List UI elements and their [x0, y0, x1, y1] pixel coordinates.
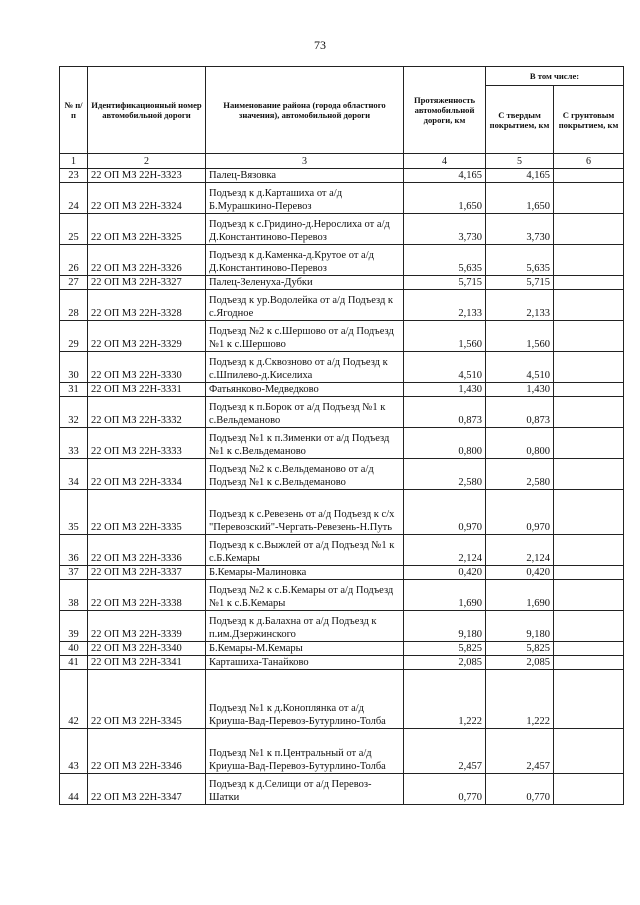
hard-surface-length: 1,650: [486, 183, 554, 214]
road-name: Палец-Зеленуха-Дубки: [206, 276, 404, 290]
dirt-surface-length: [554, 290, 624, 321]
dirt-surface-length: [554, 580, 624, 611]
row-number: 31: [60, 383, 88, 397]
hard-surface-length: 1,560: [486, 321, 554, 352]
hard-surface-length: 1,430: [486, 383, 554, 397]
road-length: 9,180: [404, 611, 486, 642]
column-number: 1: [60, 154, 88, 169]
road-id: 22 ОП МЗ 22Н-3332: [88, 397, 206, 428]
table-row: [60, 774, 624, 805]
table-row: [60, 656, 624, 670]
dirt-surface-length: [554, 169, 624, 183]
table-row: [60, 290, 624, 321]
hard-surface-length: 5,715: [486, 276, 554, 290]
table-row: [60, 183, 624, 214]
road-name: Подъезд №2 к с.Шершово от а/д Подъезд №1 к с.Шершово: [206, 321, 404, 352]
road-length: 0,873: [404, 397, 486, 428]
row-number: 43: [60, 729, 88, 774]
road-name: Карташиха-Танайково: [206, 656, 404, 670]
hard-surface-length: 5,825: [486, 642, 554, 656]
table-row: [60, 729, 624, 774]
road-id: 22 ОП МЗ 22Н-3333: [88, 428, 206, 459]
road-id: 22 ОП МЗ 22Н-3337: [88, 566, 206, 580]
road-id: 22 ОП МЗ 22Н-3331: [88, 383, 206, 397]
page-number: 73: [314, 38, 326, 52]
road-id: 22 ОП МЗ 22Н-3327: [88, 276, 206, 290]
table-row: [60, 566, 624, 580]
row-number: 32: [60, 397, 88, 428]
dirt-surface-length: [554, 729, 624, 774]
column-number: 6: [554, 154, 624, 169]
road-length: 1,222: [404, 670, 486, 729]
dirt-surface-length: [554, 276, 624, 290]
road-length: 1,650: [404, 183, 486, 214]
road-length: 5,715: [404, 276, 486, 290]
table-row: [60, 642, 624, 656]
road-name: Фатьянково-Медведково: [206, 383, 404, 397]
hard-surface-length: 4,510: [486, 352, 554, 383]
hard-surface-length: 2,457: [486, 729, 554, 774]
row-number: 23: [60, 169, 88, 183]
road-name: Б.Кемары-М.Кемары: [206, 642, 404, 656]
row-number: 28: [60, 290, 88, 321]
road-name: Подъезд №1 к д.Коноплянка от а/д Криуша-Вад-Перевоз-Бутурлино-Толба: [206, 670, 404, 729]
table-row: [60, 428, 624, 459]
road-length: 4,165: [404, 169, 486, 183]
dirt-surface-length: [554, 245, 624, 276]
header-number: № п/п: [60, 67, 88, 154]
road-name: Подъезд к д.Каменка-д.Крутое от а/д Д.Константиново-Перевоз: [206, 245, 404, 276]
road-id: 22 ОП МЗ 22Н-3325: [88, 214, 206, 245]
road-name: Палец-Вязовка: [206, 169, 404, 183]
table-row: [60, 670, 624, 729]
table-row: [60, 459, 624, 490]
hard-surface-length: 5,635: [486, 245, 554, 276]
road-length: 3,730: [404, 214, 486, 245]
dirt-surface-length: [554, 397, 624, 428]
road-name: Подъезд к п.Борок от а/д Подъезд №1 к с.Вельдеманово: [206, 397, 404, 428]
dirt-surface-length: [554, 670, 624, 729]
hard-surface-length: 0,970: [486, 490, 554, 535]
hard-surface-length: 0,420: [486, 566, 554, 580]
road-id: 22 ОП МЗ 22Н-3340: [88, 642, 206, 656]
dirt-surface-length: [554, 459, 624, 490]
hard-surface-length: 0,800: [486, 428, 554, 459]
row-number: 42: [60, 670, 88, 729]
hard-surface-length: 1,690: [486, 580, 554, 611]
dirt-surface-length: [554, 428, 624, 459]
dirt-surface-length: [554, 611, 624, 642]
header-dirt-surface: С грунтовым покрытием, км: [554, 86, 624, 154]
road-name: Подъезд к д.Балахна от а/д Подъезд к п.им.Дзержинского: [206, 611, 404, 642]
row-number: 36: [60, 535, 88, 566]
header-hard-surface: С твердым покрытием, км: [486, 86, 554, 154]
column-number: 4: [404, 154, 486, 169]
road-length: 5,825: [404, 642, 486, 656]
dirt-surface-length: [554, 214, 624, 245]
road-length: 2,580: [404, 459, 486, 490]
row-number: 35: [60, 490, 88, 535]
road-name: Подъезд к с.Гридино-д.Нерослиха от а/д Д.Константиново-Перевоз: [206, 214, 404, 245]
road-name: Подъезд №2 к с.Б.Кемары от а/д Подъезд №1 к с.Б.Кемары: [206, 580, 404, 611]
road-length: 0,800: [404, 428, 486, 459]
row-number: 40: [60, 642, 88, 656]
row-number: 24: [60, 183, 88, 214]
road-id: 22 ОП МЗ 22Н-3324: [88, 183, 206, 214]
road-id: 22 ОП МЗ 22Н-3341: [88, 656, 206, 670]
table-row: [60, 169, 624, 183]
road-name: Подъезд к с.Ревезень от а/д Подъезд к с/х "Перевозский"-Чергать-Ревезень-Н.Путь: [206, 490, 404, 535]
road-name: Подъезд к д.Карташиха от а/д Б.Мурашкино-Перевоз: [206, 183, 404, 214]
row-number: 25: [60, 214, 88, 245]
road-id: 22 ОП МЗ 22Н-3336: [88, 535, 206, 566]
road-length: 5,635: [404, 245, 486, 276]
road-id: 22 ОП МЗ 22Н-3338: [88, 580, 206, 611]
road-id: 22 ОП МЗ 22Н-3345: [88, 670, 206, 729]
hard-surface-length: 2,580: [486, 459, 554, 490]
dirt-surface-length: [554, 535, 624, 566]
road-length: 2,124: [404, 535, 486, 566]
table-row: [60, 214, 624, 245]
road-length: 2,085: [404, 656, 486, 670]
table-row: [60, 321, 624, 352]
road-name: Подъезд №1 к п.Центральный от а/д Криуша-Вад-Перевоз-Бутурлино-Толба: [206, 729, 404, 774]
dirt-surface-length: [554, 321, 624, 352]
table-row: [60, 611, 624, 642]
road-length: 0,970: [404, 490, 486, 535]
row-number: 38: [60, 580, 88, 611]
table-row: [60, 397, 624, 428]
road-name: Подъезд №2 к с.Вельдеманово от а/д Подъезд №1 к с.Вельдеманово: [206, 459, 404, 490]
dirt-surface-length: [554, 656, 624, 670]
dirt-surface-length: [554, 383, 624, 397]
road-id: 22 ОП МЗ 22Н-3326: [88, 245, 206, 276]
table-row: [60, 383, 624, 397]
table-row: [60, 276, 624, 290]
table-header: [60, 67, 624, 154]
row-number: 37: [60, 566, 88, 580]
road-name: Подъезд к с.Выжлей от а/д Подъезд №1 к с.Б.Кемары: [206, 535, 404, 566]
road-length: 1,430: [404, 383, 486, 397]
roads-table: [59, 66, 624, 805]
table-body: [60, 154, 624, 805]
row-number: 39: [60, 611, 88, 642]
header-road-id: Идентификационный номер автомобильной дороги: [88, 67, 206, 154]
row-number: 41: [60, 656, 88, 670]
dirt-surface-length: [554, 352, 624, 383]
road-length: 1,560: [404, 321, 486, 352]
row-number: 30: [60, 352, 88, 383]
table-row: [60, 490, 624, 535]
table-row: [60, 352, 624, 383]
hard-surface-length: 0,873: [486, 397, 554, 428]
row-number: 27: [60, 276, 88, 290]
dirt-surface-length: [554, 774, 624, 805]
column-number: 5: [486, 154, 554, 169]
dirt-surface-length: [554, 183, 624, 214]
hard-surface-length: 1,222: [486, 670, 554, 729]
road-id: 22 ОП МЗ 22Н-3329: [88, 321, 206, 352]
column-number: 2: [88, 154, 206, 169]
header-length: Протяженность автомобильной дороги, км: [404, 67, 486, 154]
road-id: 22 ОП МЗ 22Н-3346: [88, 729, 206, 774]
road-id: 22 ОП МЗ 22Н-3330: [88, 352, 206, 383]
row-number: 34: [60, 459, 88, 490]
dirt-surface-length: [554, 566, 624, 580]
dirt-surface-length: [554, 490, 624, 535]
road-length: 2,457: [404, 729, 486, 774]
road-name: Подъезд №1 к п.Зименки от а/д Подъезд №1 к с.Вельдеманово: [206, 428, 404, 459]
road-id: 22 ОП МЗ 22Н-3328: [88, 290, 206, 321]
dirt-surface-length: [554, 642, 624, 656]
road-id: 22 ОП МЗ 22Н-3339: [88, 611, 206, 642]
hard-surface-length: 2,133: [486, 290, 554, 321]
road-length: 0,770: [404, 774, 486, 805]
hard-surface-length: 2,124: [486, 535, 554, 566]
hard-surface-length: 9,180: [486, 611, 554, 642]
column-numbers-row: [60, 154, 624, 169]
table-row: [60, 245, 624, 276]
hard-surface-length: 0,770: [486, 774, 554, 805]
hard-surface-length: 2,085: [486, 656, 554, 670]
road-name: Подъезд к д.Сквозново от а/д Подъезд к с.Шпилево-д.Киселиха: [206, 352, 404, 383]
road-length: 1,690: [404, 580, 486, 611]
road-id: 22 ОП МЗ 22Н-3323: [88, 169, 206, 183]
table-row: [60, 580, 624, 611]
road-id: 22 ОП МЗ 22Н-3347: [88, 774, 206, 805]
row-number: 29: [60, 321, 88, 352]
road-id: 22 ОП МЗ 22Н-3335: [88, 490, 206, 535]
road-length: 0,420: [404, 566, 486, 580]
row-number: 26: [60, 245, 88, 276]
road-id: 22 ОП МЗ 22Н-3334: [88, 459, 206, 490]
row-number: 33: [60, 428, 88, 459]
header-including: В том числе:: [486, 67, 624, 86]
road-name: Б.Кемары-Малиновка: [206, 566, 404, 580]
road-name: Подъезд к ур.Водолейка от а/д Подъезд к с.Ягодное: [206, 290, 404, 321]
road-length: 2,133: [404, 290, 486, 321]
table-row: [60, 535, 624, 566]
header-road-name: Наименование района (города областного значения), автомобильной дороги: [206, 67, 404, 154]
hard-surface-length: 4,165: [486, 169, 554, 183]
column-number: 3: [206, 154, 404, 169]
road-name: Подъезд к д.Селищи от а/д Перевоз-Шатки: [206, 774, 404, 805]
road-length: 4,510: [404, 352, 486, 383]
hard-surface-length: 3,730: [486, 214, 554, 245]
row-number: 44: [60, 774, 88, 805]
